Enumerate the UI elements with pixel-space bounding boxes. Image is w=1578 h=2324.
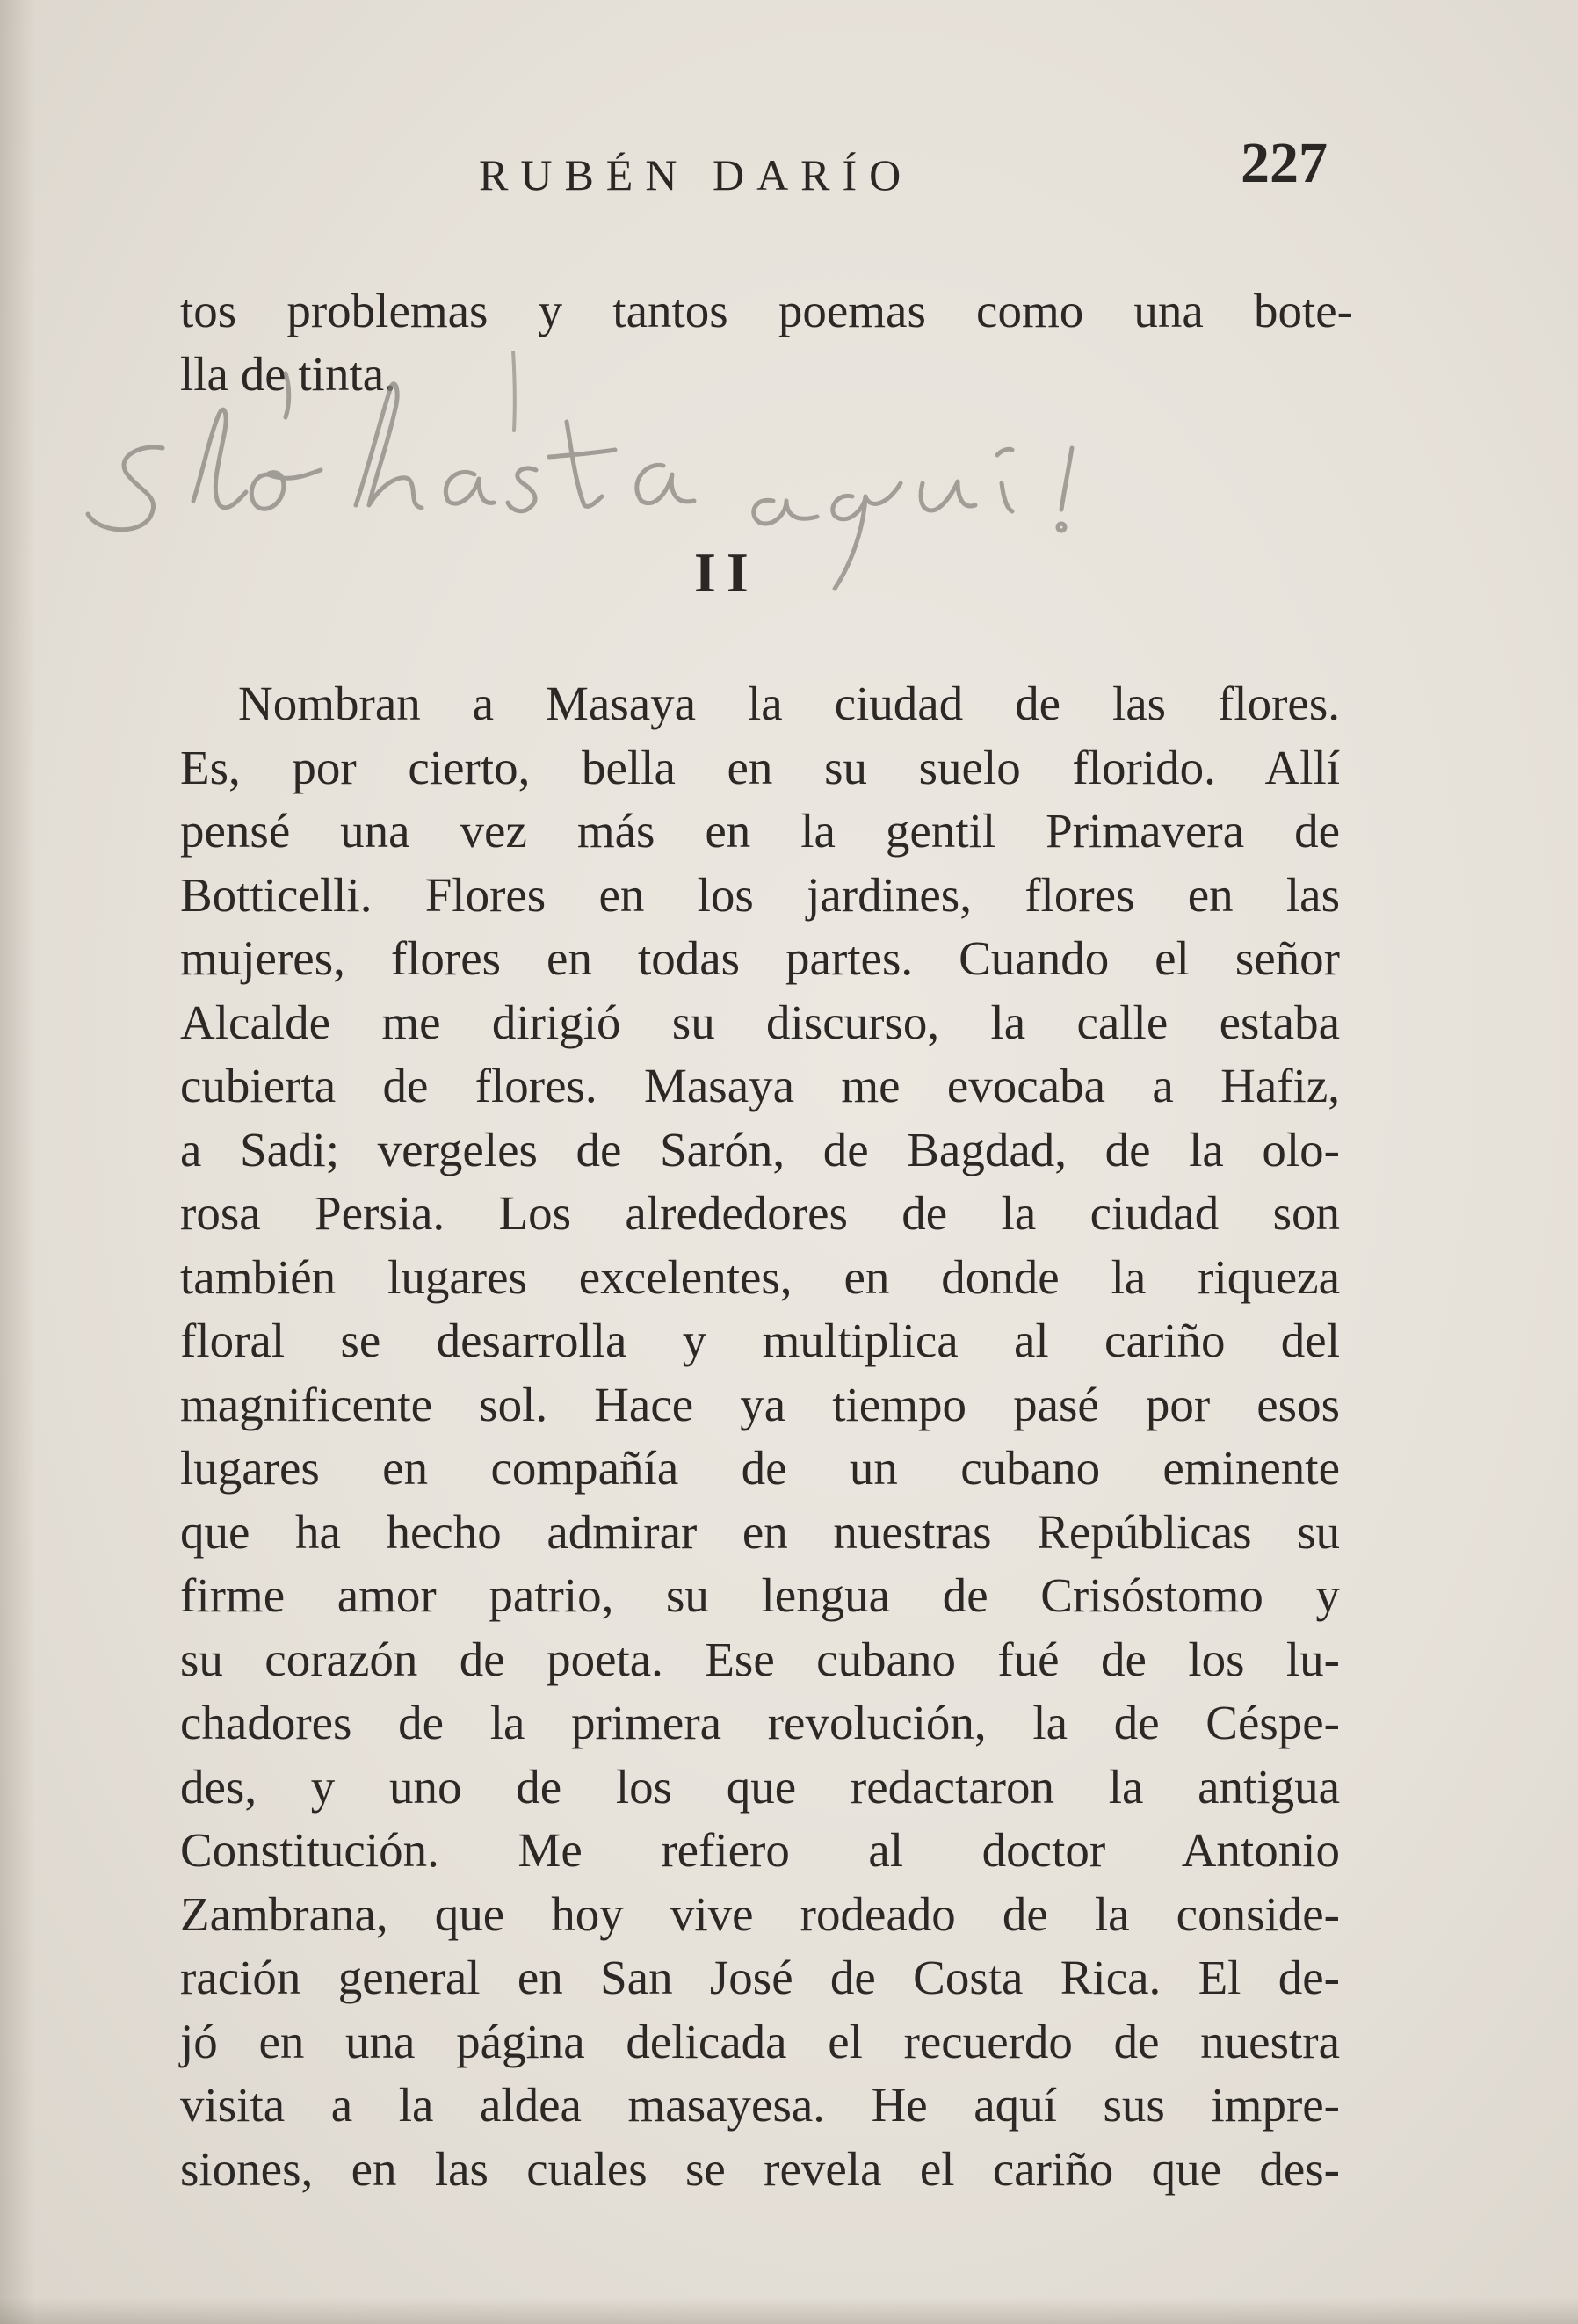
text-line: pensé una vez más en la gentil Primavera de <box>180 804 1340 858</box>
handwriting-scribble <box>79 351 1538 597</box>
text-line: lugares en compañía de un cubano eminente <box>180 1441 1340 1495</box>
text-line: chadores de la primera revolución, la de Céspe- <box>180 1696 1340 1749</box>
page-number: 227 <box>1241 131 1328 195</box>
text-line: jó en una página delicada el recuerdo de nuestra <box>180 2014 1340 2068</box>
text-line: visita a la aldea masayesa. He aquí sus impre- <box>180 2078 1340 2132</box>
page-gutter-shadow <box>0 0 35 2324</box>
text-line: Constitución. Me refiero al doctor Antonio <box>180 1823 1340 1877</box>
text-line: Botticelli. Flores en los jardines, flores en las <box>180 867 1340 922</box>
text-line: su corazón de poeta. Ese cubano fué de los lu- <box>180 1632 1340 1686</box>
text-line: firme amor patrio, su lengua de Crisóstomo y <box>180 1568 1340 1622</box>
text-line: Alcalde me dirigió su discurso, la calle estaba <box>180 995 1340 1049</box>
section-heading: II <box>694 541 759 604</box>
text-line: a Sadi; vergeles de Sarón, de Bagdad, de la olo- <box>180 1122 1340 1176</box>
text-line: magnificente sol. Hace ya tiempo pasé por esos <box>180 1377 1340 1431</box>
handwritten-pencil-note <box>79 351 1538 597</box>
text-line: siones, en las cuales se revela el cariño que des- <box>180 2141 1340 2196</box>
text-line: des, y uno de los que redactaron la antigua <box>180 1759 1340 1814</box>
running-header-author: RUBÉN DARÍO <box>479 150 914 199</box>
text-line: ración general en San José de Costa Rica. El de- <box>180 1951 1340 2004</box>
text-line: también lugares excelentes, en donde la riqueza <box>180 1249 1340 1304</box>
main-paragraph <box>180 672 1340 2201</box>
text-line: que ha hecho admirar en nuestras Repúblicas su <box>180 1504 1340 1559</box>
text-line: cubierta de flores. Masaya me evocaba a Hafiz, <box>180 1059 1340 1112</box>
text-line: tos problemas y tantos poemas como una bote- <box>180 284 1353 337</box>
text-line: Es, por cierto, bella en su suelo florido. Allí <box>180 740 1340 794</box>
text-line <box>180 672 1340 736</box>
text-line: floral se desarrolla y multiplica al cariño del <box>180 1314 1340 1367</box>
text-line: mujeres, flores en todas partes. Cuando el señor <box>180 931 1340 985</box>
text-line: lla de tinta. <box>180 347 396 401</box>
text-line: rosa Persia. Los alrededores de la ciudad son <box>180 1186 1340 1240</box>
text-line: Zambrana, que hoy vive rodeado de la conside- <box>180 1886 1340 1941</box>
page-bottom-edge <box>0 2298 1578 2324</box>
text-line-content: Nombran a Masaya la ciudad de las flores. <box>238 677 1340 730</box>
